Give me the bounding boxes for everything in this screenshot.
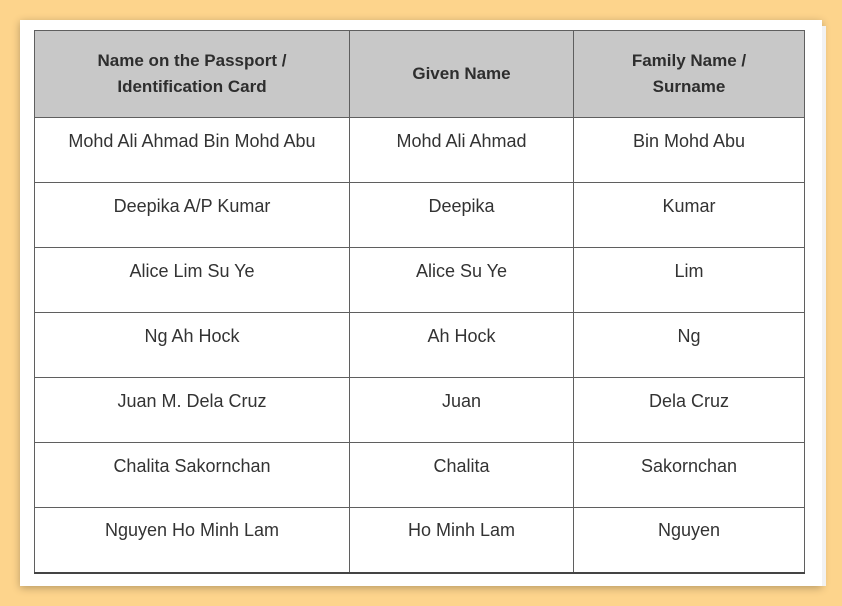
table-row: [35, 443, 805, 508]
given-name-cell: Mohd Ali Ahmad: [350, 118, 574, 183]
table-row: [35, 313, 805, 378]
header-passport-name: Name on the Passport / Identification Card: [35, 31, 350, 118]
passport-name-cell: Juan M. Dela Cruz: [35, 378, 350, 443]
given-name-cell: Alice Su Ye: [350, 248, 574, 313]
table-row: [35, 378, 805, 443]
table-row: [35, 183, 805, 248]
table-row: [35, 508, 805, 573]
passport-name-cell: Chalita Sakornchan: [35, 443, 350, 508]
family-name-cell: Lim: [574, 248, 805, 313]
family-name-cell: Sakornchan: [574, 443, 805, 508]
header-given-name: Given Name: [350, 31, 574, 118]
name-format-table: [34, 30, 805, 574]
given-name-cell: Deepika: [350, 183, 574, 248]
table-row: [35, 118, 805, 183]
given-name-cell: Juan: [350, 378, 574, 443]
passport-name-cell: Alice Lim Su Ye: [35, 248, 350, 313]
passport-name-cell: Ng Ah Hock: [35, 313, 350, 378]
passport-name-cell: Mohd Ali Ahmad Bin Mohd Abu: [35, 118, 350, 183]
passport-name-cell: Nguyen Ho Minh Lam: [35, 508, 350, 573]
family-name-cell: Ng: [574, 313, 805, 378]
content-card: [20, 20, 822, 586]
table-row: [35, 248, 805, 313]
table-header-row: [35, 31, 805, 118]
family-name-cell: Nguyen: [574, 508, 805, 573]
family-name-cell: Bin Mohd Abu: [574, 118, 805, 183]
passport-name-cell: Deepika A/P Kumar: [35, 183, 350, 248]
given-name-cell: Ah Hock: [350, 313, 574, 378]
family-name-cell: Dela Cruz: [574, 378, 805, 443]
given-name-cell: Chalita: [350, 443, 574, 508]
family-name-cell: Kumar: [574, 183, 805, 248]
given-name-cell: Ho Minh Lam: [350, 508, 574, 573]
header-family-name: Family Name / Surname: [574, 31, 805, 118]
